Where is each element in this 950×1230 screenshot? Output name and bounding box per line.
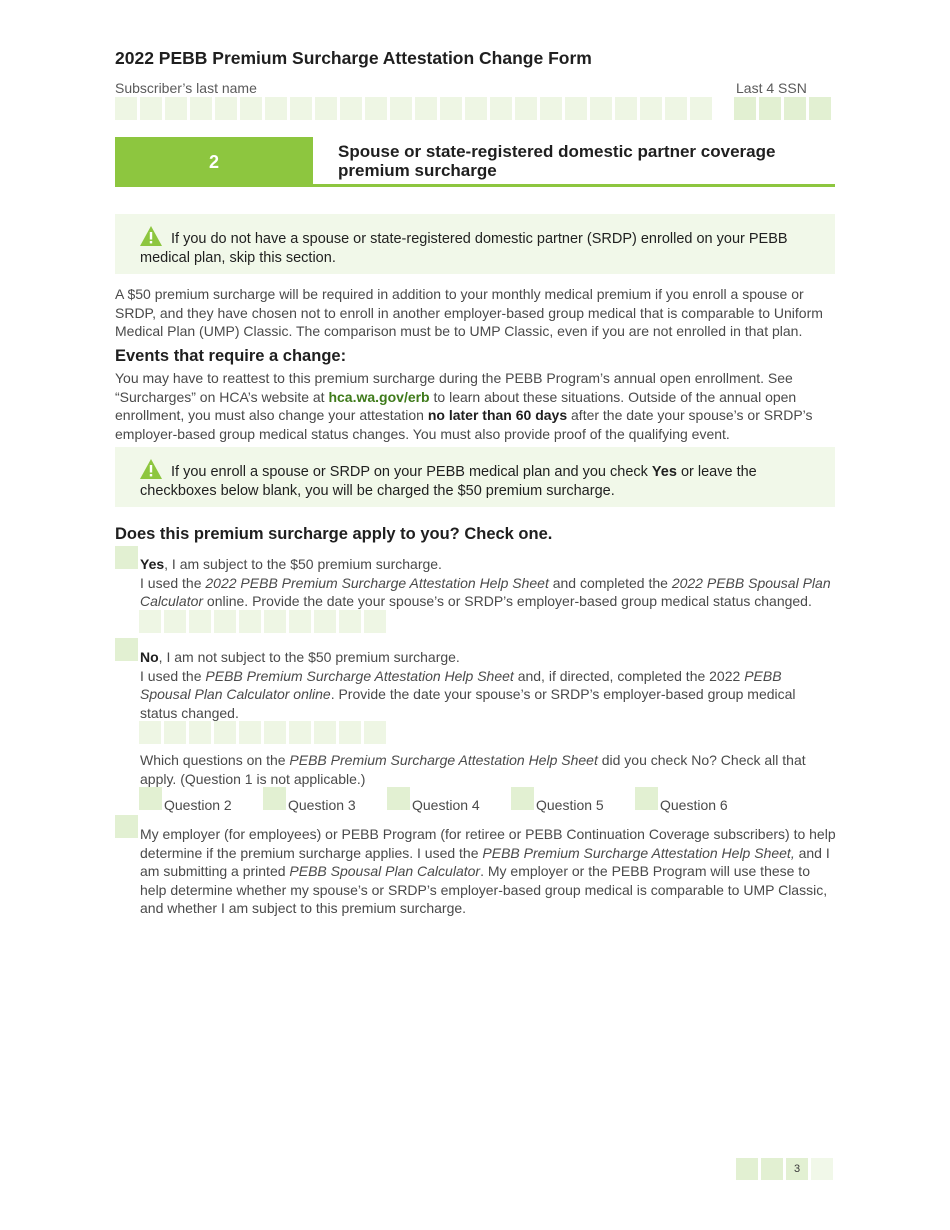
yes-date-field[interactable] <box>139 610 386 633</box>
no-checkbox[interactable] <box>115 638 138 661</box>
page-number: 3 <box>786 1158 808 1180</box>
events-paragraph: You may have to reattest to this premium surcharge during the PEBB Program’s annual open enrollment. See “Surcharges” on HCA’s website at hca.wa.gov/erb to learn about these situations. Outside of the annual open enrollment, you must also change your attestation no later than 60 days after the date your spouse’s or SRDP’s employer-based group medical status changes. You must also provide proof of the qualifying event. <box>115 370 813 442</box>
question-heading: Does this premium surcharge apply to you? Check one. <box>115 525 553 543</box>
yes-warning-note: If you enroll a spouse or SRDP on your PEBB medical plan and you check Yes or leave the checkboxes below blank, you will be charged the $50 premium surcharge. <box>115 447 835 507</box>
question-2-checkbox[interactable] <box>139 787 162 810</box>
last-name-label: Subscriber’s last name <box>115 80 257 96</box>
question-4-label: Question 4 <box>412 797 480 813</box>
question-6-checkbox[interactable] <box>635 787 658 810</box>
events-heading: Events that require a change: <box>115 347 347 365</box>
warning-icon <box>140 459 162 479</box>
erb-link[interactable]: hca.wa.gov/erb <box>328 388 430 405</box>
section-header <box>115 137 835 187</box>
question-4-checkbox[interactable] <box>387 787 410 810</box>
employer-checkbox[interactable] <box>115 815 138 838</box>
page-number-block <box>736 1158 833 1180</box>
section-number: 2 <box>115 137 313 187</box>
yes-option-text: Yes, I am subject to the $50 premium surcharge. I used the 2022 PEBB Premium Surcharge Attestation Help Sheet and completed the 2022 PEBB Spousal Plan Calculator online. Provide the date your spouse’s or SRDP’s employer-based group medical status changed. <box>140 556 831 609</box>
question-3-checkbox[interactable] <box>263 787 286 810</box>
last-name-field[interactable] <box>115 97 712 120</box>
question-2-label: Question 2 <box>164 797 232 813</box>
section-title: Spouse or state-registered domestic partner coverage premium surcharge <box>338 142 776 180</box>
yes-checkbox[interactable] <box>115 546 138 569</box>
form-title: 2022 PEBB Premium Surcharge Attestation Change Form <box>115 48 592 68</box>
ssn-label: Last 4 SSN <box>736 80 807 96</box>
intro-paragraph: A $50 premium surcharge will be required in addition to your monthly medical premium if you enroll a spouse or SRDP, and they have chosen not to enroll in another employer-based group medical that is comparable to Uniform Medical Plan (UMP) Classic. The comparison must be to UMP Classic, even if you are not enrolled in that plan. <box>115 286 823 339</box>
question-5-label: Question 5 <box>536 797 604 813</box>
question-3-label: Question 3 <box>288 797 356 813</box>
ssn-field[interactable] <box>734 97 831 120</box>
no-option-text: No, I am not subject to the $50 premium surcharge. I used the PEBB Premium Surcharge Attestation Help Sheet and, if directed, completed the 2022 PEBB Spousal Plan Calculator online. Provide the date your spouse’s or SRDP’s employer-based group medical status changed. <box>140 649 796 721</box>
no-date-field[interactable] <box>139 721 386 744</box>
warning-icon <box>140 226 162 246</box>
skip-note <box>115 214 835 274</box>
employer-option-text: My employer (for employees) or PEBB Program (for retiree or PEBB Continuation Coverage subscribers) to help determine if the premium surcharge applies. I used the PEBB Premium Surcharge Attestation Help Sheet, and I am submitting a printed PEBB Spousal Plan Calculator. My employer or the PEBB Program will use these to help determine whether my spouse’s or SRDP’s employer-based group medical is comparable to UMP Classic, and whether I am subject to this premium surcharge. <box>140 826 836 916</box>
skip-note-text: If you do not have a spouse or state-registered domestic partner (SRDP) enrolled on your PEBB medical plan, skip this section. <box>140 231 788 266</box>
question-6-label: Question 6 <box>660 797 728 813</box>
question-5-checkbox[interactable] <box>511 787 534 810</box>
which-questions-text: Which questions on the PEBB Premium Surcharge Attestation Help Sheet did you check No? Check all that apply. (Question 1 is not applicable.) <box>140 752 806 787</box>
